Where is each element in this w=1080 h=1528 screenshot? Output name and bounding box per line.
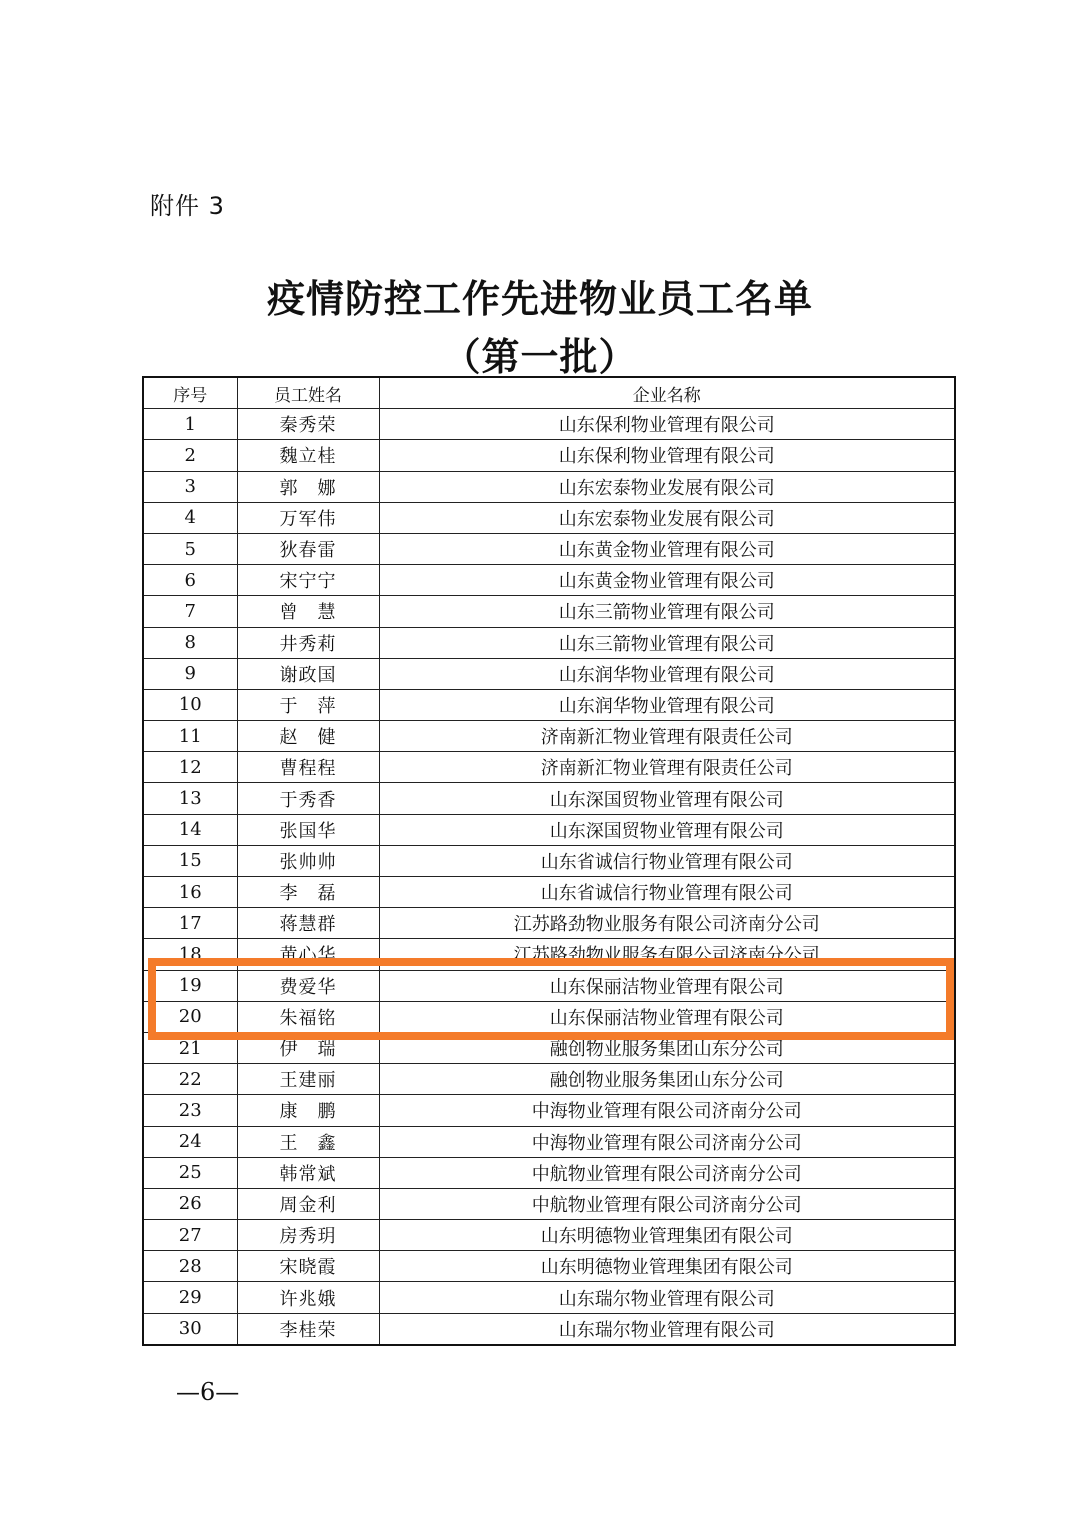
- name-cell: 王建丽: [237, 1064, 379, 1095]
- serial-cell: 29: [143, 1282, 237, 1313]
- serial-cell: 20: [143, 1001, 237, 1032]
- name-cell: 李 磊: [237, 877, 379, 908]
- company-cell: 济南新汇物业管理有限责任公司: [379, 752, 955, 783]
- name-cell: 秦秀荣: [237, 409, 379, 440]
- company-cell: 融创物业服务集团山东分公司: [379, 1032, 955, 1063]
- name-cell: 赵 健: [237, 721, 379, 752]
- name-cell: 狄春雷: [237, 533, 379, 564]
- name-cell: 谢政国: [237, 658, 379, 689]
- table-row: [143, 752, 955, 783]
- serial-cell: 21: [143, 1032, 237, 1063]
- name-cell: 井秀莉: [237, 627, 379, 658]
- table-row: [143, 565, 955, 596]
- company-cell: 山东三箭物业管理有限公司: [379, 596, 955, 627]
- table-row: [143, 1032, 955, 1063]
- name-cell: 韩常斌: [237, 1157, 379, 1188]
- name-cell: 张帅帅: [237, 845, 379, 876]
- table-row: [143, 908, 955, 939]
- name-cell: 周金利: [237, 1188, 379, 1219]
- name-cell: 郭 娜: [237, 471, 379, 502]
- company-cell: 中海物业管理有限公司济南分公司: [379, 1095, 955, 1126]
- serial-cell: 16: [143, 877, 237, 908]
- document-subtitle: （第一批）: [442, 335, 638, 379]
- serial-cell: 27: [143, 1220, 237, 1251]
- header-serial: 序号: [143, 377, 237, 409]
- table-row: [143, 627, 955, 658]
- serial-cell: 11: [143, 721, 237, 752]
- company-cell: 山东润华物业管理有限公司: [379, 658, 955, 689]
- company-cell: 济南新汇物业管理有限责任公司: [379, 721, 955, 752]
- company-cell: 中航物业管理有限公司济南分公司: [379, 1188, 955, 1219]
- table-row: [143, 814, 955, 845]
- serial-cell: 18: [143, 939, 237, 970]
- name-cell: 宋宁宁: [237, 565, 379, 596]
- serial-cell: 26: [143, 1188, 237, 1219]
- table-row: [143, 1282, 955, 1313]
- company-cell: 山东保丽洁物业管理有限公司: [379, 970, 955, 1001]
- name-cell: 费爱华: [237, 970, 379, 1001]
- company-cell: 山东宏泰物业发展有限公司: [379, 502, 955, 533]
- page-number: —6—: [176, 1378, 240, 1406]
- table-row: [143, 721, 955, 752]
- table-row: [143, 689, 955, 720]
- document-title: 疫情防控工作先进物业员工名单: [266, 277, 813, 321]
- company-cell: 山东润华物业管理有限公司: [379, 689, 955, 720]
- name-cell: 宋晓霞: [237, 1251, 379, 1282]
- table-row: [143, 1188, 955, 1219]
- company-cell: 江苏路劲物业服务有限公司济南分公司: [379, 908, 955, 939]
- company-cell: 山东黄金物业管理有限公司: [379, 533, 955, 564]
- table-row: [143, 1220, 955, 1251]
- table-row: [143, 409, 955, 440]
- table-row: [143, 877, 955, 908]
- table-row: [143, 658, 955, 689]
- table-header-row: [143, 377, 955, 409]
- serial-cell: 7: [143, 596, 237, 627]
- table-row: [143, 1126, 955, 1157]
- company-cell: 山东保丽洁物业管理有限公司: [379, 1001, 955, 1032]
- serial-cell: 30: [143, 1313, 237, 1345]
- table-row: [143, 471, 955, 502]
- serial-cell: 1: [143, 409, 237, 440]
- name-cell: 于秀香: [237, 783, 379, 814]
- company-cell: 中海物业管理有限公司济南分公司: [379, 1126, 955, 1157]
- company-cell: 山东明德物业管理集团有限公司: [379, 1251, 955, 1282]
- serial-cell: 5: [143, 533, 237, 564]
- serial-cell: 25: [143, 1157, 237, 1188]
- name-cell: 张国华: [237, 814, 379, 845]
- table-row: [143, 1157, 955, 1188]
- serial-cell: 6: [143, 565, 237, 596]
- company-cell: 江苏路劲物业服务有限公司济南分公司: [379, 939, 955, 970]
- serial-cell: 23: [143, 1095, 237, 1126]
- name-cell: 魏立桂: [237, 440, 379, 471]
- serial-cell: 8: [143, 627, 237, 658]
- table-row: [143, 939, 955, 970]
- name-cell: 于 萍: [237, 689, 379, 720]
- serial-cell: 13: [143, 783, 237, 814]
- name-cell: 伊 瑞: [237, 1032, 379, 1063]
- table-row: [143, 970, 955, 1001]
- company-cell: 山东省诚信行物业管理有限公司: [379, 845, 955, 876]
- name-cell: 李桂荣: [237, 1313, 379, 1345]
- serial-cell: 24: [143, 1126, 237, 1157]
- attachment-label: 附件 3: [150, 192, 225, 220]
- table-row: [143, 1251, 955, 1282]
- name-cell: 曹程程: [237, 752, 379, 783]
- serial-cell: 19: [143, 970, 237, 1001]
- company-cell: 山东黄金物业管理有限公司: [379, 565, 955, 596]
- table-row: [143, 1064, 955, 1095]
- company-cell: 山东明德物业管理集团有限公司: [379, 1220, 955, 1251]
- company-cell: 山东保利物业管理有限公司: [379, 409, 955, 440]
- table-body: [143, 409, 955, 1345]
- serial-cell: 10: [143, 689, 237, 720]
- table-row: [143, 1313, 955, 1345]
- serial-cell: 28: [143, 1251, 237, 1282]
- header-company-name: 企业名称: [379, 377, 955, 409]
- name-cell: 万军伟: [237, 502, 379, 533]
- table-row: [143, 1001, 955, 1032]
- table-row: [143, 440, 955, 471]
- name-cell: 黄心华: [237, 939, 379, 970]
- serial-cell: 15: [143, 845, 237, 876]
- serial-cell: 2: [143, 440, 237, 471]
- company-cell: 山东保利物业管理有限公司: [379, 440, 955, 471]
- table-row: [143, 596, 955, 627]
- serial-cell: 12: [143, 752, 237, 783]
- table-row: [143, 845, 955, 876]
- company-cell: 山东深国贸物业管理有限公司: [379, 814, 955, 845]
- table-row: [143, 783, 955, 814]
- name-cell: 房秀玥: [237, 1220, 379, 1251]
- serial-cell: 4: [143, 502, 237, 533]
- name-cell: 许兆娥: [237, 1282, 379, 1313]
- company-cell: 山东三箭物业管理有限公司: [379, 627, 955, 658]
- name-cell: 朱福铭: [237, 1001, 379, 1032]
- header-employee-name: 员工姓名: [237, 377, 379, 409]
- name-cell: 曾 慧: [237, 596, 379, 627]
- serial-cell: 22: [143, 1064, 237, 1095]
- serial-cell: 3: [143, 471, 237, 502]
- employee-roster-table: [142, 376, 956, 1346]
- table-row: [143, 502, 955, 533]
- serial-cell: 14: [143, 814, 237, 845]
- serial-cell: 17: [143, 908, 237, 939]
- name-cell: 王 鑫: [237, 1126, 379, 1157]
- name-cell: 蒋慧群: [237, 908, 379, 939]
- name-cell: 康 鹏: [237, 1095, 379, 1126]
- company-cell: 山东省诚信行物业管理有限公司: [379, 877, 955, 908]
- company-cell: 融创物业服务集团山东分公司: [379, 1064, 955, 1095]
- serial-cell: 9: [143, 658, 237, 689]
- company-cell: 山东深国贸物业管理有限公司: [379, 783, 955, 814]
- table-row: [143, 533, 955, 564]
- company-cell: 中航物业管理有限公司济南分公司: [379, 1157, 955, 1188]
- table-row: [143, 1095, 955, 1126]
- company-cell: 山东宏泰物业发展有限公司: [379, 471, 955, 502]
- company-cell: 山东瑞尔物业管理有限公司: [379, 1313, 955, 1345]
- company-cell: 山东瑞尔物业管理有限公司: [379, 1282, 955, 1313]
